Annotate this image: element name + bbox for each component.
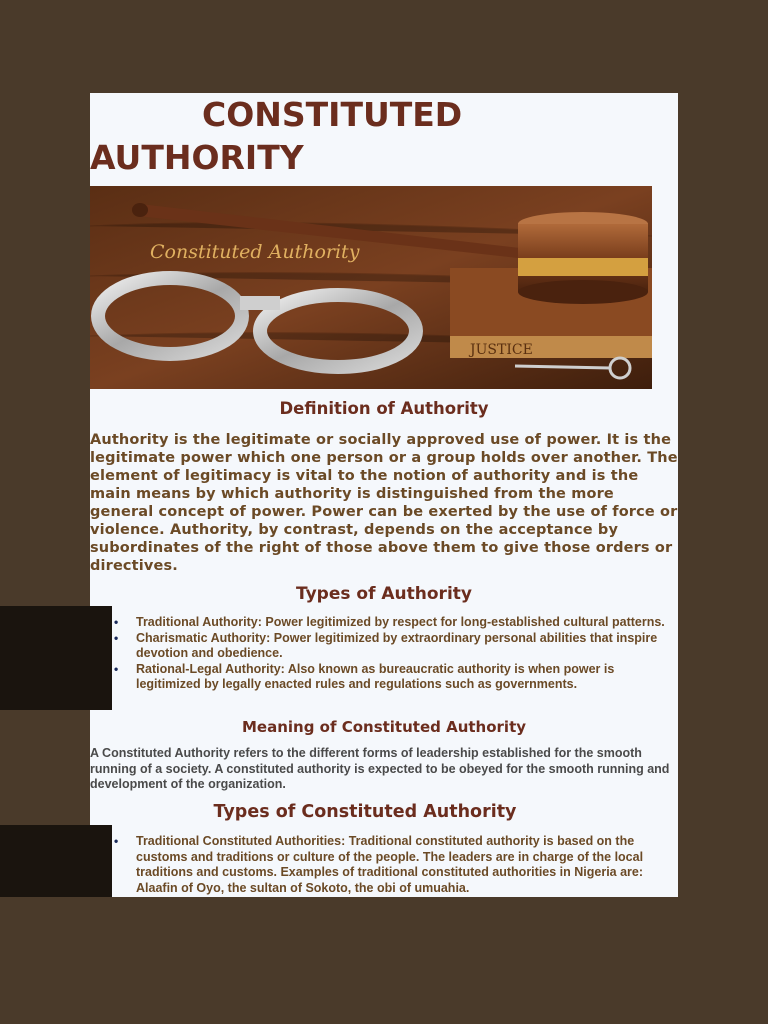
- list-item: • Traditional Constituted Authorities: Traditional constituted authority is based on the customs and traditions or culture of the people. The leaders are in charge of the local traditions and customs. Examples of traditional constituted authorities in Nigeria are: Alaafin of Oyo, the sultan of Sokoto, the obi of umuahia.: [114, 834, 644, 895]
- meaning-body: A Constituted Authority refers to the different forms of leadership established for the smooth running of a society. A constituted authority is expected to be obeyed for the smooth running and development of the organization.: [90, 746, 670, 791]
- left-margin-bar: [0, 825, 112, 897]
- bullet-icon: •: [114, 615, 119, 629]
- document-page: [90, 93, 678, 897]
- types-constituted-heading: Types of Constituted Authority: [213, 802, 517, 822]
- plaque-text: JUSTICE: [470, 342, 533, 358]
- gavel-handcuffs-illustration: [90, 186, 652, 389]
- list-item: • Rational-Legal Authority: Also known as bureaucratic authority is when power is legitimized by legally enacted rules and regulations such as governments.: [114, 661, 615, 691]
- hero-caption: Constituted Authority: [150, 241, 360, 263]
- page-title: [90, 93, 678, 179]
- definition-heading: Definition of Authority: [279, 399, 489, 418]
- left-margin-bar: [0, 606, 112, 710]
- bullet-icon: •: [114, 630, 119, 645]
- meaning-heading: Meaning of Constituted Authority: [241, 718, 527, 736]
- types-constituted-list: [112, 834, 678, 896]
- bullet-icon: •: [114, 834, 119, 848]
- bullet-icon: •: [114, 661, 119, 676]
- title-line-2: AUTHORITY: [90, 138, 304, 177]
- types-list: [112, 615, 678, 693]
- definition-body: Authority is the legitimate or socially approved use of power. It is the legitimate power which one person or a group holds over another. The element of legitimacy is vital to the notion of authority and is the main means by which authority is distinguished from the more general concept of power. Power can be exerted by the use of force or violence. Authority, by contrast, depends on the acceptance by subordinates of the right of those above them to give those orders or directives.: [90, 432, 678, 574]
- list-item: • Charismatic Authority: Power legitimized by extraordinary personal abilities that inspire devotion and obedience.: [114, 630, 658, 660]
- types-heading: Types of Authority: [296, 584, 472, 604]
- list-item: • Traditional Authority: Power legitimized by respect for long-established cultural patterns.: [114, 615, 665, 629]
- hero-image: [90, 186, 652, 389]
- title-line-1: CONSTITUTED: [202, 95, 463, 134]
